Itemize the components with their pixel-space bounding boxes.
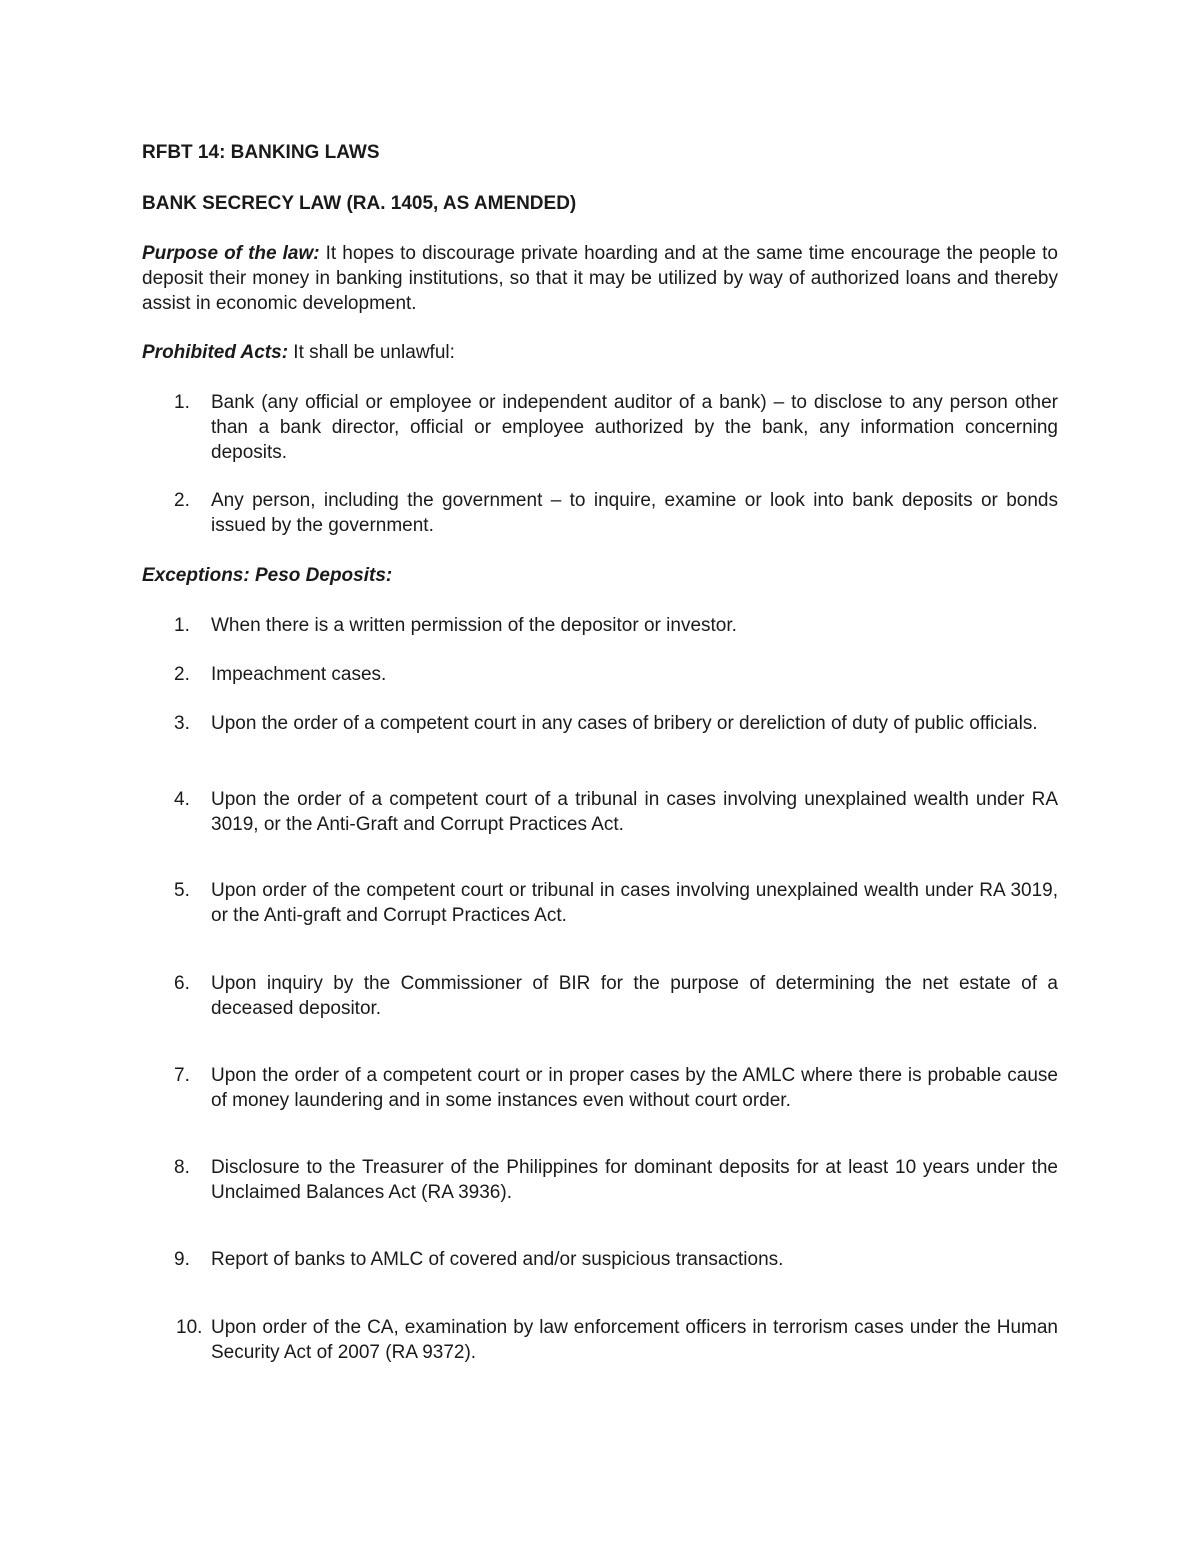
list-text: Upon order of the competent court or tribunal in cases involving unexplained wealth under RA 3019, or the Anti-graft and Corrupt Practices Act.	[211, 880, 1058, 926]
list-number: 2.	[174, 664, 190, 685]
list-number: 1.	[174, 615, 190, 636]
list-text: Upon the order of a competent court of a tribunal in cases involving unexplained wealth under RA 3019, or the Anti-Graft and Corrupt Practices Act.	[211, 789, 1058, 835]
prohibited-item	[142, 488, 1058, 538]
exception-item	[142, 711, 1058, 736]
prohibited-label: Prohibited Acts:	[142, 342, 289, 363]
list-number: 1.	[174, 392, 190, 413]
exception-item	[142, 662, 1058, 687]
prohibited-paragraph	[142, 340, 1058, 365]
exception-item	[142, 1315, 1058, 1365]
document-title: RFBT 14: BANKING LAWS	[142, 142, 380, 163]
exception-item	[142, 613, 1058, 638]
list-number: 9.	[174, 1249, 190, 1270]
purpose-paragraph	[142, 241, 1058, 316]
list-number: 5.	[174, 880, 190, 901]
exceptions-heading: Exceptions: Peso Deposits:	[142, 565, 393, 586]
purpose-text: It hopes to discourage private hoarding and at the same time encourage the people to deposit their money in banking institutions, so that it may be utilized by way of authorized loans and thereby assist in economic development.	[142, 243, 1058, 314]
list-number: 8.	[174, 1157, 190, 1178]
exception-item	[142, 971, 1058, 1021]
list-text: Report of banks to AMLC of covered and/or suspicious transactions.	[211, 1249, 784, 1270]
list-text: When there is a written permission of the depositor or investor.	[211, 615, 737, 636]
list-text: Upon inquiry by the Commissioner of BIR for the purpose of determining the net estate of a deceased depositor.	[211, 973, 1058, 1019]
exception-item	[142, 1155, 1058, 1205]
list-number: 4.	[174, 789, 190, 810]
prohibited-text: It shall be unlawful:	[288, 342, 455, 363]
list-text: Upon the order of a competent court or in proper cases by the AMLC where there is probable cause of money laundering and in some instances even without court order.	[211, 1065, 1058, 1111]
list-number: 7.	[174, 1065, 190, 1086]
list-text: Upon order of the CA, examination by law enforcement officers in terrorism cases under the Human Security Act of 2007 (RA 9372).	[211, 1317, 1058, 1363]
prohibited-item	[142, 390, 1058, 465]
list-number: 3.	[174, 713, 190, 734]
list-text: Impeachment cases.	[211, 664, 387, 685]
list-text: Disclosure to the Treasurer of the Philippines for dominant deposits for at least 10 years under the Unclaimed Balances Act (RA 3936).	[211, 1157, 1058, 1203]
exception-item	[142, 1247, 1058, 1272]
list-text: Any person, including the government – to inquire, examine or look into bank deposits or bonds issued by the government.	[211, 490, 1058, 536]
exception-item	[142, 878, 1058, 928]
exception-item	[142, 787, 1058, 837]
section-title: BANK SECRECY LAW (RA. 1405, AS AMENDED)	[142, 193, 577, 214]
list-text: Bank (any official or employee or independent auditor of a bank) – to disclose to any person other than a bank director, official or employee authorized by the bank, any information concerning deposits.	[211, 392, 1058, 463]
list-number: 6.	[174, 973, 190, 994]
list-number: 10.	[176, 1317, 203, 1338]
list-number: 2.	[174, 490, 190, 511]
exception-item	[142, 1063, 1058, 1113]
list-text: Upon the order of a competent court in any cases of bribery or dereliction of duty of public officials.	[211, 713, 1038, 734]
purpose-label: Purpose of the law:	[142, 243, 320, 264]
